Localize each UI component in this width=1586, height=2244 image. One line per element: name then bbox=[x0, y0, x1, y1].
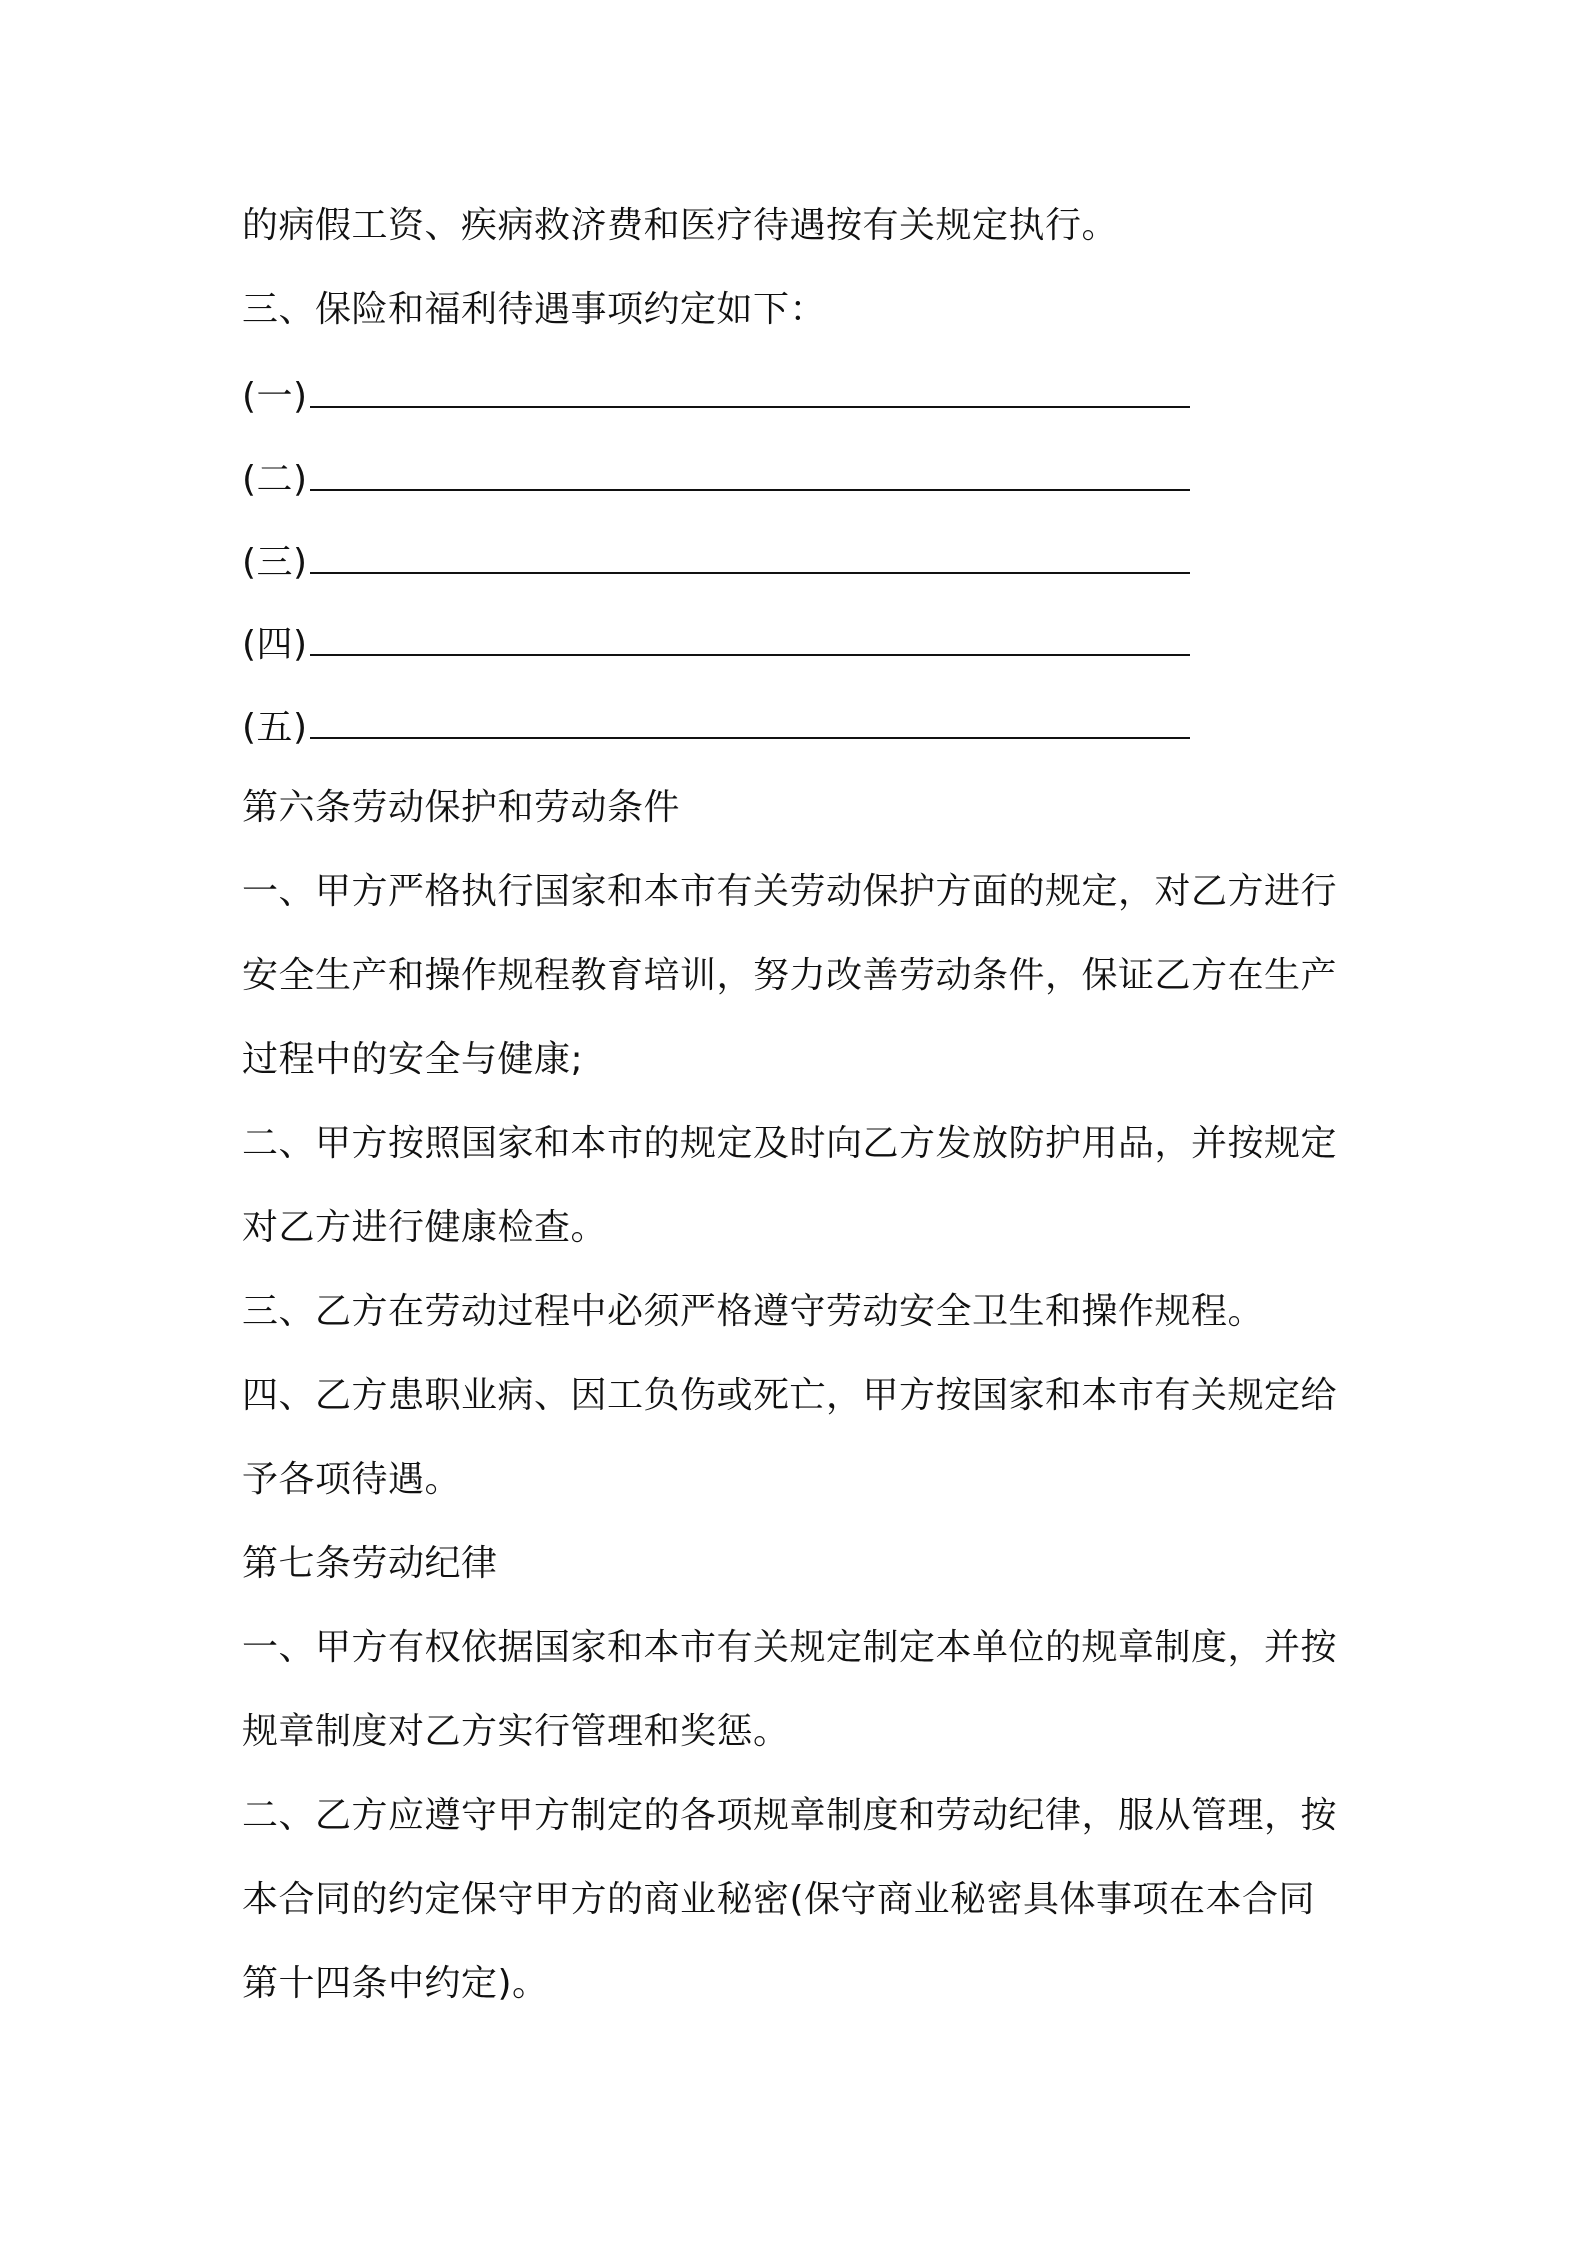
paragraph-line: 过程中的安全与健康; bbox=[242, 1039, 584, 1080]
item-label: (三) bbox=[242, 542, 308, 583]
paragraph-line: 二、乙方应遵守甲方制定的各项规章制度和劳动纪律，服从管理，按 bbox=[242, 1795, 1338, 1836]
item-label: (五) bbox=[242, 707, 308, 748]
paragraph-line: 安全生产和操作规程教育培训，努力改善劳动条件，保证乙方在生产 bbox=[242, 955, 1338, 996]
paragraph-line: 予各项待遇。 bbox=[242, 1459, 462, 1500]
blank-item-3 bbox=[242, 538, 1190, 585]
paragraph-line: 对乙方进行健康检查。 bbox=[242, 1207, 608, 1248]
blank-item-5 bbox=[242, 703, 1190, 750]
item-label: (四) bbox=[242, 624, 308, 665]
item-label: (二) bbox=[242, 459, 308, 500]
paragraph-line: 第十四条中约定)。 bbox=[242, 1963, 549, 2004]
item-label: (一) bbox=[242, 376, 308, 417]
paragraph-line: 三、乙方在劳动过程中必须严格遵守劳动安全卫生和操作规程。 bbox=[242, 1291, 1265, 1332]
paragraph-line: 一、甲方严格执行国家和本市有关劳动保护方面的规定，对乙方进行 bbox=[242, 871, 1338, 912]
paragraph-line: 本合同的约定保守甲方的商业秘密(保守商业秘密具体事项在本合同 bbox=[242, 1879, 1316, 1920]
fill-in-blank bbox=[310, 455, 1190, 491]
paragraph-line: 规章制度对乙方实行管理和奖惩。 bbox=[242, 1711, 790, 1752]
paragraph-line: 的病假工资、疾病救济费和医疗待遇按有关规定执行。 bbox=[242, 205, 1119, 246]
blank-item-4 bbox=[242, 620, 1190, 667]
paragraph-line: 一、甲方有权依据国家和本市有关规定制定本单位的规章制度，并按 bbox=[242, 1627, 1338, 1668]
article-heading: 第六条劳动保护和劳动条件 bbox=[242, 787, 681, 828]
article-heading: 第七条劳动纪律 bbox=[242, 1543, 498, 1584]
paragraph-line: 四、乙方患职业病、因工负伤或死亡，甲方按国家和本市有关规定给 bbox=[242, 1375, 1338, 1416]
fill-in-blank bbox=[310, 372, 1190, 408]
blank-item-1 bbox=[242, 372, 1190, 419]
fill-in-blank bbox=[310, 703, 1190, 739]
section-heading: 三、保险和福利待遇事项约定如下： bbox=[242, 289, 827, 330]
paragraph-line: 二、甲方按照国家和本市的规定及时向乙方发放防护用品，并按规定 bbox=[242, 1123, 1338, 1164]
fill-in-blank bbox=[310, 620, 1190, 656]
blank-item-2 bbox=[242, 455, 1190, 502]
fill-in-blank bbox=[310, 538, 1190, 574]
